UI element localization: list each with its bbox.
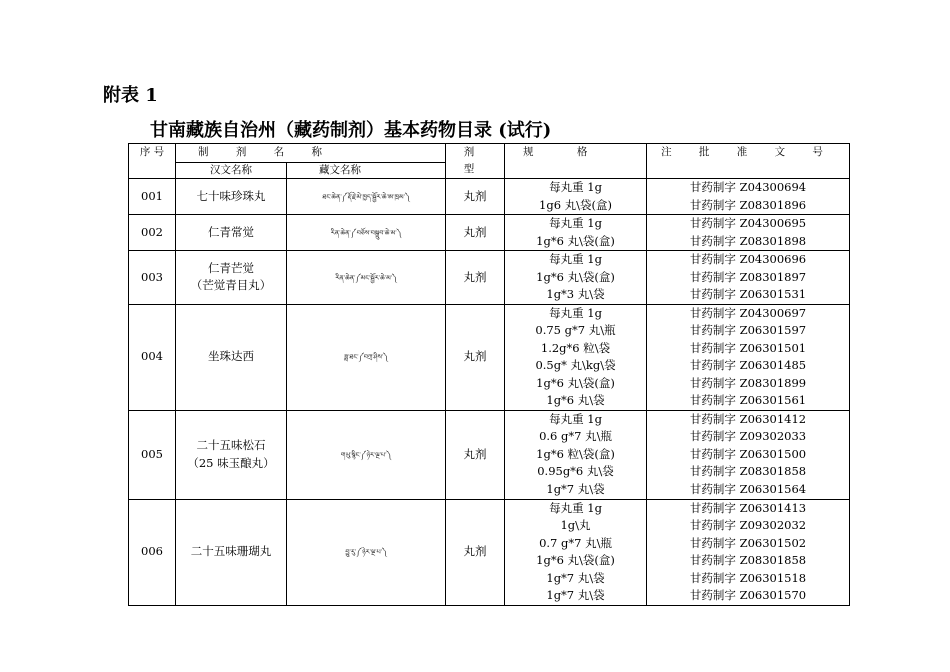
approval-cell: 甘药制字 Z06301412 甘药制字 Z09302033 甘药制字 Z06301500 甘药制字 Z08301858 甘药制字 Z06301564 [647,410,850,499]
document-title: 甘南藏族自治州（藏药制剂）基本药物目录 (试行) [150,120,552,141]
tibetan-name-cell: ཐང་ཆེན་༼རྡོ་རྗེ་མེ་ཁྱད་སྦྱོར་ཆེ་ཨ་ཁྲམ་༽ [287,179,446,215]
spec-cell: 每丸重 1g 0.6 g*7 丸\瓶 1g*6 粒\袋(盒) 0.95g*6 丸\袋 1g*7 丸\袋 [505,410,647,499]
approval-cell: 甘药制字 Z04300697 甘药制字 Z06301597 甘药制字 Z06301501 甘药制字 Z06301485 甘药制字 Z08301899 甘药制字 Z06301561 [647,304,850,410]
approval-cell: 甘药制字 Z04300695 甘药制字 Z08301898 [647,215,850,251]
spec-cell: 每丸重 1g 1g*6 丸\袋(盒) 1g*3 丸\袋 [505,251,647,305]
header-seq: 序 号 [129,144,176,179]
header-form: 剂 型 [446,144,505,179]
appendix-label: 附表 1 [103,85,158,106]
tibetan-name-cell: རིན་ཆེན་༼མང་སྦྱོར་ཆེ་མ་༽ [287,251,446,305]
seq-cell: 001 [129,179,176,215]
form-cell: 丸剂 [446,251,505,305]
table-row [129,410,850,499]
form-cell: 丸剂 [446,179,505,215]
table-row [129,304,850,410]
table-row [129,179,850,215]
tibetan-name-cell: གཡུ་སྙིང་༼ཉེར་ལྔ་པ་༽ [287,410,446,499]
header-approval: 注 批 准 文 号 [647,144,850,179]
header-row [129,144,850,163]
form-cell: 丸剂 [446,304,505,410]
seq-cell: 002 [129,215,176,251]
header-chinese-name: 汉文名称 [176,162,287,178]
approval-cell: 甘药制字 Z04300694 甘药制字 Z08301896 [647,179,850,215]
chinese-name-cell: 仁青芒觉 （芒觉青目丸） [176,251,287,305]
form-cell: 丸剂 [446,215,505,251]
tibetan-name-cell: ཟླ་ཐང་༼བཀྲ་ཤིས་༽ [287,304,446,410]
header-tibetan-name: 藏文名称 [287,162,446,178]
table-row [129,251,850,305]
spec-cell: 每丸重 1g 1g6 丸\袋(盒) [505,179,647,215]
seq-cell: 006 [129,499,176,605]
approval-cell: 甘药制字 Z04300696 甘药制字 Z08301897 甘药制字 Z06301531 [647,251,850,305]
form-cell: 丸剂 [446,499,505,605]
chinese-name-cell: 坐珠达西 [176,304,287,410]
table-row [129,499,850,605]
spec-cell: 每丸重 1g 1g*6 丸\袋(盒) [505,215,647,251]
tibetan-name-cell: རིན་ཆེན་༼བཅོས་བསྒྲུབ་ཆེ་མ་༽ [287,215,446,251]
chinese-name-cell: 二十五味松石 （25 味玉酿丸） [176,410,287,499]
form-cell: 丸剂 [446,410,505,499]
seq-cell: 005 [129,410,176,499]
tibetan-name-cell: བྱུ་རུ་༼ཉེར་ལྔ་པ་༽ [287,499,446,605]
drug-catalog-table [128,143,850,606]
spec-cell: 每丸重 1g 0.75 g*7 丸\瓶 1.2g*6 粒\袋 0.5g* 丸\kg\袋 1g*6 丸\袋(盒) 1g*6 丸\袋 [505,304,647,410]
spec-cell: 每丸重 1g 1g\丸 0.7 g*7 丸\瓶 1g*6 丸\袋(盒) 1g*7 丸\袋 1g*7 丸\袋 [505,499,647,605]
chinese-name-cell: 仁青常觉 [176,215,287,251]
chinese-name-cell: 二十五味珊瑚丸 [176,499,287,605]
table-row [129,215,850,251]
header-spec: 规 格 [505,144,647,179]
seq-cell: 003 [129,251,176,305]
seq-cell: 004 [129,304,176,410]
header-name: 制 剂 名 称 [176,144,446,163]
approval-cell: 甘药制字 Z06301413 甘药制字 Z09302032 甘药制字 Z06301502 甘药制字 Z08301858 甘药制字 Z06301518 甘药制字 Z06301570 [647,499,850,605]
chinese-name-cell: 七十味珍珠丸 [176,179,287,215]
